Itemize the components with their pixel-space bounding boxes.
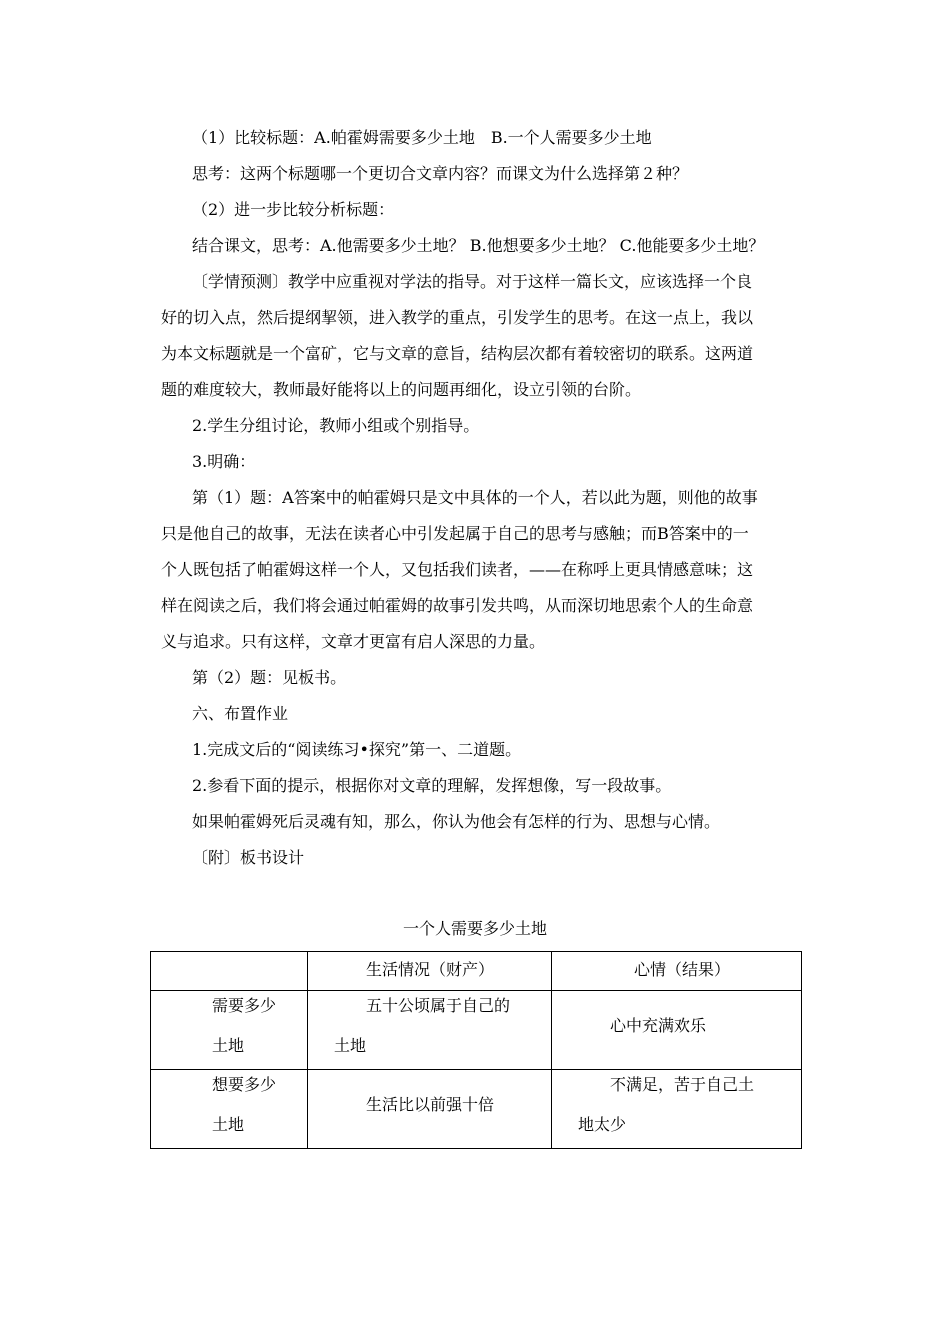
paragraph-answer2: 第（2）题：见板书。 bbox=[192, 668, 347, 687]
row-life-want: 生活比以前强十倍 bbox=[308, 1070, 552, 1149]
paragraph-homework-2: 2.参看下面的提示，根据你对文章的理解，发挥想像，写一段故事。 bbox=[192, 776, 672, 795]
paragraph-combine-text: 结合课文，思考：A.他需要多少土地？ B.他想要多少土地？ C.他能要多少土地？ bbox=[192, 236, 765, 255]
header-cell-mood: 心情（结果） bbox=[552, 952, 802, 991]
row-life-need: 五十公顷属于自己的 土地 bbox=[308, 991, 552, 1070]
table-header-row bbox=[151, 952, 802, 991]
row-mood-want: 不满足，苦于自己土 地太少 bbox=[552, 1070, 802, 1149]
paragraph-compare-titles: （1）比较标题：A.帕霍姆需要多少土地 B.一个人需要多少土地 bbox=[192, 128, 652, 147]
paragraph-answer1-line-1: 第（1）题：A答案中的帕霍姆只是文中具体的一个人，若以此为题，则他的故事 bbox=[192, 488, 758, 507]
row-mood-need: 心中充满欢乐 bbox=[552, 991, 802, 1070]
paragraph-clarify: 3.明确： bbox=[192, 452, 256, 471]
paragraph-further-compare: （2）进一步比较分析标题： bbox=[192, 200, 395, 219]
header-cell-empty bbox=[151, 952, 308, 991]
paragraph-group-discussion: 2.学生分组讨论，教师小组或个别指导。 bbox=[192, 416, 480, 435]
paragraph-prediction-line-2: 好的切入点，然后提纲挈领，进入教学的重点，引发学生的思考。在这一点上，我以 bbox=[161, 308, 754, 327]
paragraph-homework-prompt: 如果帕霍姆死后灵魂有知，那么，你认为他会有怎样的行为、思想与心情。 bbox=[192, 812, 721, 831]
paragraph-answer1-line-3: 个人既包括了帕霍姆这样一个人，又包括我们读者，——在称呼上更具情感意味；这 bbox=[161, 560, 754, 579]
paragraph-prediction-line-3: 为本文标题就是一个富矿，它与文章的意旨，结构层次都有着较密切的联系。这两道 bbox=[161, 344, 754, 363]
board-title: 一个人需要多少土地 bbox=[402, 919, 547, 938]
table-row bbox=[151, 991, 802, 1070]
paragraph-answer1-line-4: 样在阅读之后，我们将会通过帕霍姆的故事引发共鸣，从而深切地思索个人的生命意 bbox=[161, 596, 754, 615]
paragraph-homework-1: 1.完成文后的“阅读练习•探究”第一、二道题。 bbox=[192, 740, 522, 759]
paragraph-answer1-line-5: 义与追求。只有这样，文章才更富有启人深思的力量。 bbox=[161, 632, 546, 651]
paragraph-think-question: 思考：这两个标题哪一个更切合文章内容？而课文为什么选择第２种？ bbox=[192, 164, 689, 183]
row-label-want: 想要多少 土地 bbox=[151, 1070, 308, 1149]
table-row bbox=[151, 1070, 802, 1149]
paragraph-board-design: 〔附〕板书设计 bbox=[192, 848, 305, 867]
section-heading-homework: 六、布置作业 bbox=[192, 704, 289, 723]
header-cell-life: 生活情况（财产） bbox=[308, 952, 552, 991]
paragraph-prediction-line-4: 题的难度较大，教师最好能将以上的问题再细化，设立引领的台阶。 bbox=[161, 380, 642, 399]
paragraph-answer1-line-2: 只是他自己的故事，无法在读者心中引发起属于自己的思考与感触；而B答案中的一 bbox=[161, 524, 749, 543]
row-label-need: 需要多少 土地 bbox=[151, 991, 308, 1070]
board-table bbox=[150, 951, 802, 1149]
paragraph-prediction-line-1: 〔学情预测〕教学中应重视对学法的指导。对于这样一篇长文，应该选择一个良 bbox=[192, 272, 753, 291]
